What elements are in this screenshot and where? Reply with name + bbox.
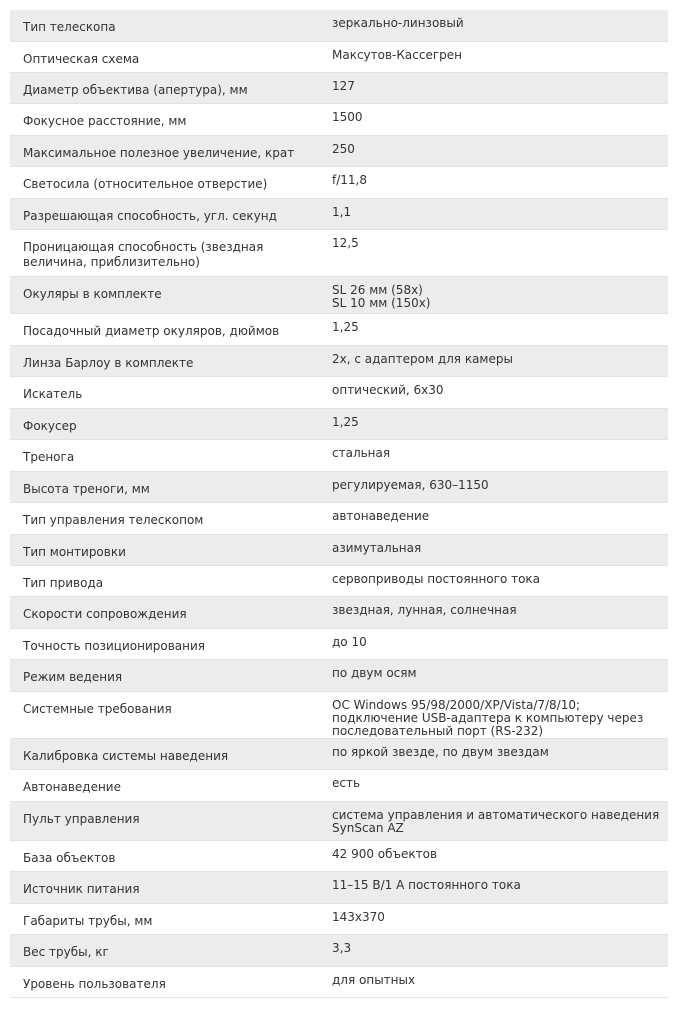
spec-row [10, 739, 668, 770]
spec-label: Габариты трубы, мм [23, 914, 153, 928]
spec-row [10, 904, 668, 935]
spec-value: 2x, с адаптером для камеры [332, 352, 513, 366]
spec-label: Скорости сопровождения [23, 607, 187, 621]
spec-value: 143x370 [332, 910, 385, 924]
spec-value: 3,3 [332, 941, 352, 955]
spec-label: Искатель [23, 387, 83, 401]
spec-label: Диаметр объектива (апертура), мм [23, 83, 248, 97]
spec-row [10, 346, 668, 377]
spec-label: Окуляры в комплекте [23, 287, 162, 301]
spec-row [10, 73, 668, 104]
spec-row [10, 199, 668, 230]
spec-label: База объектов [23, 851, 116, 865]
spec-label: Автонаведение [23, 780, 121, 794]
spec-row [10, 277, 668, 314]
spec-value: звездная, лунная, солнечная [332, 603, 517, 617]
spec-value: ОС Windows 95/98/2000/XP/Vista/7/8/10; подключение USB-адаптера к компьютеру через последовательный порт (RS-232) [332, 698, 644, 738]
spec-value: сервоприводы постоянного тока [332, 572, 541, 586]
spec-row [10, 770, 668, 802]
spec-row [10, 566, 668, 597]
spec-row [10, 660, 668, 692]
spec-row [10, 42, 668, 73]
spec-row [10, 629, 668, 660]
spec-label: Вес трубы, кг [23, 945, 109, 959]
spec-value: SL 26 мм (58x) SL 10 мм (150x) [332, 283, 431, 310]
spec-label: Посадочный диаметр окуляров, дюймов [23, 324, 280, 338]
spec-row [10, 10, 668, 42]
spec-label: Точность позиционирования [23, 639, 205, 653]
spec-label: Фокусное расстояние, мм [23, 114, 187, 128]
spec-value: стальная [332, 446, 391, 460]
spec-value: для опытных [332, 973, 416, 987]
spec-value: 1,25 [332, 415, 359, 429]
spec-row [10, 503, 668, 535]
spec-label: Фокусер [23, 419, 77, 433]
spec-value: 1,1 [332, 205, 352, 219]
spec-value: по яркой звезде, по двум звездам [332, 745, 549, 759]
spec-row [10, 802, 668, 841]
spec-label: Высота треноги, мм [23, 482, 150, 496]
spec-row [10, 314, 668, 346]
spec-value: есть [332, 776, 361, 790]
spec-label: Режим ведения [23, 670, 123, 684]
spec-row [10, 472, 668, 503]
spec-value: 42 900 объектов [332, 847, 438, 861]
spec-label: Тип телескопа [23, 20, 116, 34]
spec-label: Системные требования [23, 702, 172, 716]
spec-row [10, 597, 668, 629]
spec-value: автонаведение [332, 509, 430, 523]
spec-value: 11–15 В/1 А постоянного тока [332, 878, 521, 892]
spec-label: Тип управления телескопом [23, 513, 204, 527]
spec-value: 250 [332, 142, 355, 156]
spec-label: Тип монтировки [23, 545, 126, 559]
spec-value: Максутов-Кассегрен [332, 48, 462, 62]
spec-value: зеркально-линзовый [332, 16, 464, 30]
spec-row [10, 935, 668, 967]
spec-value: по двум осям [332, 666, 417, 680]
spec-row [10, 230, 668, 277]
spec-value: оптический, 6x30 [332, 383, 444, 397]
spec-row [10, 409, 668, 440]
spec-table [10, 10, 668, 998]
spec-label: Светосила (относительное отверстие) [23, 177, 268, 191]
spec-label: Уровень пользователя [23, 977, 166, 991]
spec-row [10, 692, 668, 739]
spec-label: Линза Барлоу в комплекте [23, 356, 194, 370]
spec-label: Оптическая схема [23, 52, 140, 66]
spec-value: 1500 [332, 110, 363, 124]
spec-row [10, 967, 668, 998]
spec-row [10, 136, 668, 167]
spec-label: Источник питания [23, 882, 140, 896]
spec-label: Тип привода [23, 576, 104, 590]
spec-label: Тренога [23, 450, 75, 464]
spec-value: 1,25 [332, 320, 359, 334]
spec-value: до 10 [332, 635, 367, 649]
spec-label: Калибровка системы наведения [23, 749, 229, 763]
spec-row [10, 535, 668, 566]
spec-row [10, 377, 668, 409]
spec-value: азимутальная [332, 541, 422, 555]
spec-label: Пульт управления [23, 812, 140, 826]
spec-value: регулируемая, 630–1150 [332, 478, 489, 492]
spec-label: Проницающая способность (звездная величина, приблизительно) [23, 240, 264, 269]
spec-value: система управления и автоматического наведения SynScan AZ [332, 808, 660, 835]
spec-row [10, 104, 668, 136]
spec-row [10, 167, 668, 199]
spec-row [10, 872, 668, 904]
spec-value: f/11,8 [332, 173, 367, 187]
spec-label: Максимальное полезное увеличение, крат [23, 146, 295, 160]
spec-value: 12,5 [332, 236, 359, 250]
spec-value: 127 [332, 79, 355, 93]
spec-label: Разрешающая способность, угл. секунд [23, 209, 277, 223]
spec-row [10, 440, 668, 472]
spec-row [10, 841, 668, 872]
